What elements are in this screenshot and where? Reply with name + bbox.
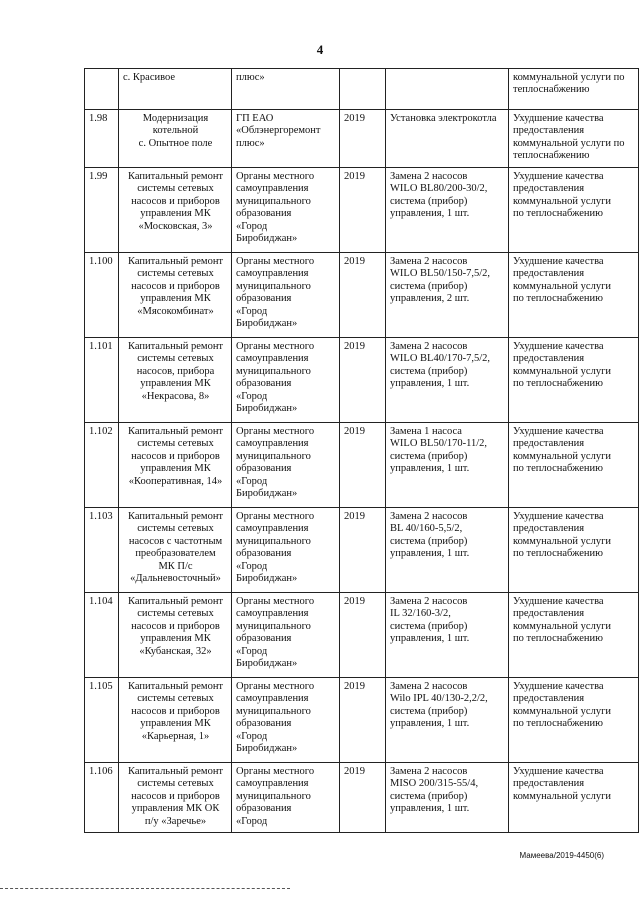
footer-divider	[0, 888, 290, 889]
object-name-cell: Капитальный ремонт системы сетевых насосов и приборов управления МК «Карьерная, 1»	[119, 678, 232, 763]
work-description-cell: Замена 2 насосов WILO BL40/170-7,5/2, система (прибор) управления, 1 шт.	[386, 338, 509, 423]
table-row	[85, 110, 639, 168]
year-cell: 2019	[340, 678, 386, 763]
consequence-cell: Ухудшение качества предоставления коммунальной услуги	[509, 763, 639, 833]
object-name-cell: Капитальный ремонт системы сетевых насосов и приборов управления МК «Кубанская, 32»	[119, 593, 232, 678]
work-description-cell: Замена 2 насосов MISO 200/315-55/4, система (прибор) управления, 1 шт.	[386, 763, 509, 833]
table-row	[85, 69, 639, 110]
organization-cell: Органы местного самоуправления муниципального образования «Город Биробиджан»	[232, 423, 340, 508]
year-cell: 2019	[340, 338, 386, 423]
table-row	[85, 763, 639, 833]
object-name-cell: Капитальный ремонт системы сетевых насосов, прибора управления МК «Некрасова, 8»	[119, 338, 232, 423]
table-row	[85, 253, 639, 338]
organization-cell: Органы местного самоуправления муниципального образования «Город Биробиджан»	[232, 508, 340, 593]
table-row	[85, 678, 639, 763]
table-row	[85, 168, 639, 253]
table-row	[85, 423, 639, 508]
works-table	[84, 68, 639, 833]
organization-cell: Органы местного самоуправления муниципального образования «Город Биробиджан»	[232, 678, 340, 763]
row-number-cell: 1.98	[85, 110, 119, 168]
work-description-cell: Замена 2 насосов Wilo IPL 40/130-2,2/2, система (прибор) управления, 1 шт.	[386, 678, 509, 763]
organization-cell: Органы местного самоуправления муниципального образования «Город Биробиджан»	[232, 253, 340, 338]
organization-cell: Органы местного самоуправления муниципального образования «Город	[232, 763, 340, 833]
object-name-cell: Капитальный ремонт системы сетевых насосов и приборов управления МК «Мясокомбинат»	[119, 253, 232, 338]
consequence-cell: Ухудшение качества предоставления коммунальной услуги по теплоснабжению	[509, 678, 639, 763]
organization-cell: ГП ЕАО «Облэнергоремонт плюс»	[232, 110, 340, 168]
document-code: Мамеева/2019-4450(6)	[519, 851, 604, 860]
year-cell	[340, 69, 386, 110]
work-description-cell: Замена 2 насосов BL 40/160-5,5/2, система (прибор) управления, 1 шт.	[386, 508, 509, 593]
organization-cell: плюс»	[232, 69, 340, 110]
table-row	[85, 338, 639, 423]
page-number: 4	[316, 42, 324, 57]
row-number-cell: 1.106	[85, 763, 119, 833]
consequence-cell: Ухудшение качества предоставления коммунальной услуги по теплоснабжению	[509, 593, 639, 678]
work-description-cell	[386, 69, 509, 110]
object-name-cell: Капитальный ремонт системы сетевых насосов и приборов управления МК ОК п/у «Заречье»	[119, 763, 232, 833]
row-number-cell: 1.104	[85, 593, 119, 678]
row-number-cell	[85, 69, 119, 110]
year-cell: 2019	[340, 168, 386, 253]
table-row	[85, 593, 639, 678]
row-number-cell: 1.102	[85, 423, 119, 508]
work-description-cell: Замена 2 насосов WILO BL50/150-7,5/2, система (прибор) управления, 2 шт.	[386, 253, 509, 338]
table-row	[85, 508, 639, 593]
year-cell: 2019	[340, 110, 386, 168]
row-number-cell: 1.105	[85, 678, 119, 763]
work-description-cell: Замена 1 насоса WILO BL50/170-11/2, система (прибор) управления, 1 шт.	[386, 423, 509, 508]
year-cell: 2019	[340, 763, 386, 833]
organization-cell: Органы местного самоуправления муниципального образования «Город Биробиджан»	[232, 593, 340, 678]
row-number-cell: 1.103	[85, 508, 119, 593]
organization-cell: Органы местного самоуправления муниципального образования «Город Биробиджан»	[232, 338, 340, 423]
work-description-cell: Установка электрокотла	[386, 110, 509, 168]
consequence-cell: Ухудшение качества предоставления коммунальной услуги по теплоснабжению	[509, 110, 639, 168]
consequence-cell: Ухудшение качества предоставления коммунальной услуги по теплоснабжению	[509, 253, 639, 338]
object-name-cell: с. Красивое	[119, 69, 232, 110]
object-name-cell: Капитальный ремонт системы сетевых насосов и приборов управления МК «Кооперативная, 14»	[119, 423, 232, 508]
consequence-cell: Ухудшение качества предоставления коммунальной услуги по теплоснабжению	[509, 338, 639, 423]
row-number-cell: 1.101	[85, 338, 119, 423]
consequence-cell: Ухудшение качества предоставления коммунальной услуги по теплоснабжению	[509, 423, 639, 508]
work-description-cell: Замена 2 насосов WILO BL80/200-30/2, система (прибор) управления, 1 шт.	[386, 168, 509, 253]
row-number-cell: 1.99	[85, 168, 119, 253]
work-description-cell: Замена 2 насосов IL 32/160-3/2, система (прибор) управления, 1 шт.	[386, 593, 509, 678]
row-number-cell: 1.100	[85, 253, 119, 338]
consequence-cell: коммунальной услуги по теплоснабжению	[509, 69, 639, 110]
organization-cell: Органы местного самоуправления муниципального образования «Город Биробиджан»	[232, 168, 340, 253]
consequence-cell: Ухудшение качества предоставления коммунальной услуги по теплоснабжению	[509, 168, 639, 253]
year-cell: 2019	[340, 593, 386, 678]
object-name-cell: Капитальный ремонт системы сетевых насосов с частотным преобразователем МК П/с «Дальневосточный»	[119, 508, 232, 593]
object-name-cell: Модернизация котельной с. Опытное поле	[119, 110, 232, 168]
year-cell: 2019	[340, 508, 386, 593]
year-cell: 2019	[340, 423, 386, 508]
consequence-cell: Ухудшение качества предоставления коммунальной услуги по теплоснабжению	[509, 508, 639, 593]
object-name-cell: Капитальный ремонт системы сетевых насосов и приборов управления МК «Московская, 3»	[119, 168, 232, 253]
year-cell: 2019	[340, 253, 386, 338]
